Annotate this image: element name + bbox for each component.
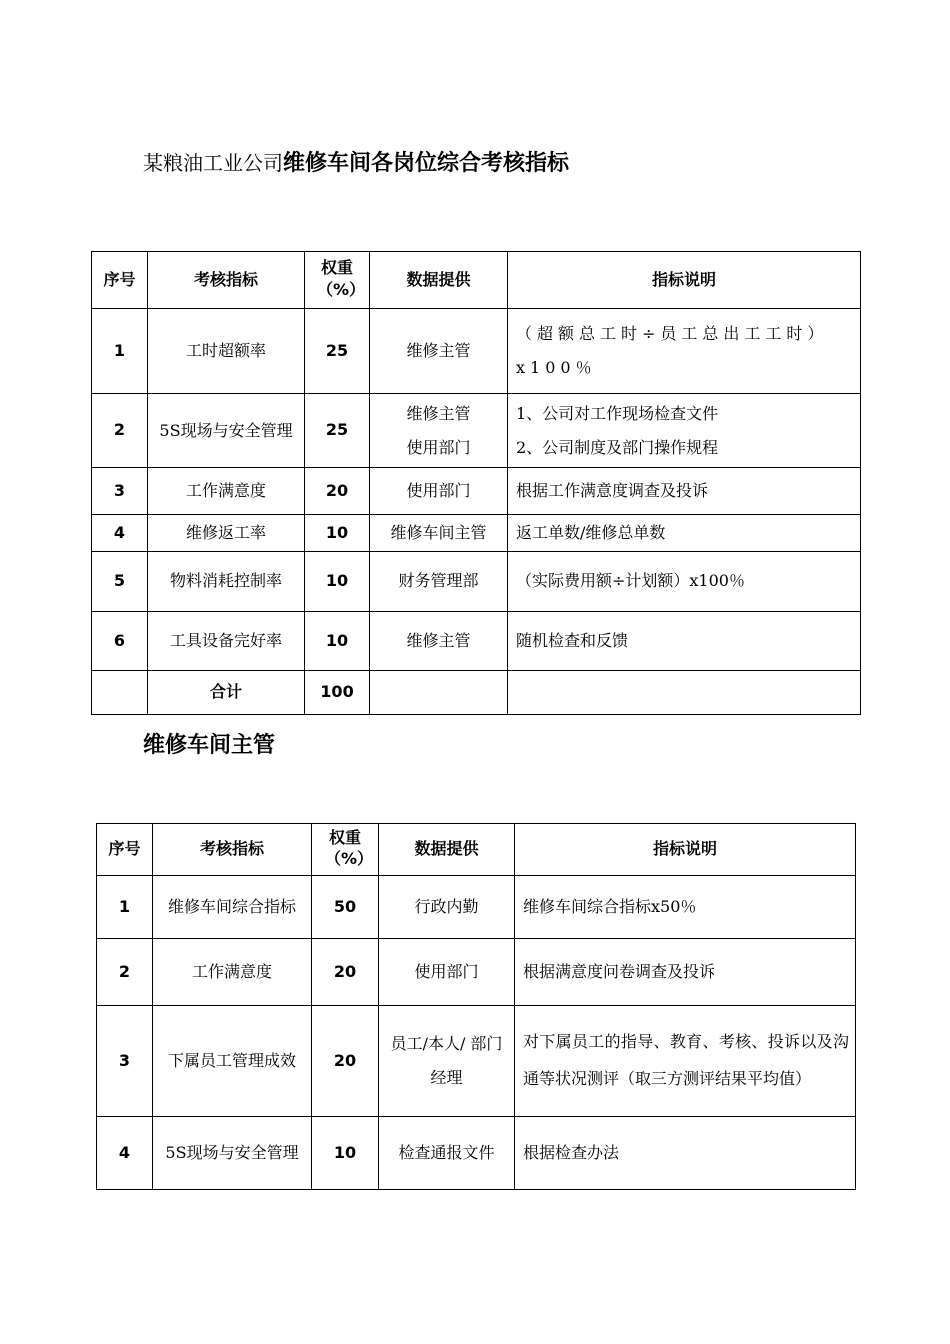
row-desc: （超额总工时÷员工总出工工时）x100％ <box>508 309 861 394</box>
row-weight: 25 <box>305 394 370 468</box>
header-desc: 指标说明 <box>508 252 861 309</box>
row-no: 2 <box>92 394 148 468</box>
header-desc: 指标说明 <box>515 824 856 876</box>
row-indicator: 维修车间综合指标 <box>153 876 312 939</box>
row-desc: 随机检查和反馈 <box>508 612 861 671</box>
table-row <box>92 309 861 394</box>
row-desc: （实际费用额÷计划额）x100％ <box>508 552 861 612</box>
table-row <box>97 1006 856 1117</box>
total-label: 合计 <box>148 671 305 715</box>
row-no: 3 <box>92 468 148 515</box>
row-weight: 10 <box>305 552 370 612</box>
table-row <box>92 515 861 552</box>
header-weight <box>305 252 370 309</box>
row-weight: 25 <box>305 309 370 394</box>
row-provider: 行政内勤 <box>379 876 515 939</box>
row-provider: 检查通报文件 <box>379 1117 515 1190</box>
section-title-supervisor: 维修车间主管 <box>143 733 276 758</box>
table-header-row <box>97 824 856 876</box>
total-empty-cell <box>370 671 508 715</box>
row-desc: 对下属员工的指导、教育、考核、投诉以及沟通等状况测评（取三方测评结果平均值） <box>515 1006 856 1117</box>
header-no: 序号 <box>92 252 148 309</box>
header-provider: 数据提供 <box>370 252 508 309</box>
row-no: 4 <box>92 515 148 552</box>
row-no: 5 <box>92 552 148 612</box>
header-no: 序号 <box>97 824 153 876</box>
row-weight: 10 <box>312 1117 379 1190</box>
table-row <box>92 394 861 468</box>
table-row <box>97 939 856 1006</box>
title-main: 维修车间各岗位综合考核指标 <box>283 151 570 176</box>
header-weight <box>312 824 379 876</box>
row-indicator: 5S现场与安全管理 <box>148 394 305 468</box>
document-title <box>143 146 569 177</box>
row-provider: 使用部门 <box>370 468 508 515</box>
row-indicator: 维修返工率 <box>148 515 305 552</box>
row-no: 2 <box>97 939 153 1006</box>
table-header-row <box>92 252 861 309</box>
row-desc: 返工单数/维修总单数 <box>508 515 861 552</box>
total-empty-cell <box>508 671 861 715</box>
row-provider: 维修主管 <box>370 309 508 394</box>
row-indicator: 工作满意度 <box>148 468 305 515</box>
assessment-table-workshop <box>91 251 861 715</box>
title-company: 某粮油工业公司 <box>143 151 283 175</box>
table-row <box>92 612 861 671</box>
row-no: 1 <box>92 309 148 394</box>
row-provider: 维修主管 <box>370 612 508 671</box>
row-no: 4 <box>97 1117 153 1190</box>
row-indicator: 工作满意度 <box>153 939 312 1006</box>
row-desc: 维修车间综合指标x50％ <box>515 876 856 939</box>
row-weight: 10 <box>305 612 370 671</box>
header-indicator: 考核指标 <box>148 252 305 309</box>
row-weight: 10 <box>305 515 370 552</box>
row-indicator: 工时超额率 <box>148 309 305 394</box>
row-indicator: 下属员工管理成效 <box>153 1006 312 1117</box>
header-weight-label: 权重（%） <box>325 827 374 869</box>
table-row <box>97 1117 856 1190</box>
row-indicator: 5S现场与安全管理 <box>153 1117 312 1190</box>
table-row <box>92 468 861 515</box>
header-weight-label: 权重（%） <box>317 258 366 299</box>
row-weight: 20 <box>312 939 379 1006</box>
row-indicator: 物料消耗控制率 <box>148 552 305 612</box>
row-no: 6 <box>92 612 148 671</box>
row-provider: 财务管理部 <box>370 552 508 612</box>
table-row <box>97 876 856 939</box>
row-provider: 维修主管 使用部门 <box>370 394 508 468</box>
header-provider: 数据提供 <box>379 824 515 876</box>
total-weight: 100 <box>305 671 370 715</box>
row-weight: 50 <box>312 876 379 939</box>
row-no: 1 <box>97 876 153 939</box>
header-indicator: 考核指标 <box>153 824 312 876</box>
row-desc: 1、公司对工作现场检查文件 2、公司制度及部门操作规程 <box>508 394 861 468</box>
total-empty-cell <box>92 671 148 715</box>
table-total-row <box>92 671 861 715</box>
row-provider: 维修车间主管 <box>370 515 508 552</box>
table-row <box>92 552 861 612</box>
row-indicator: 工具设备完好率 <box>148 612 305 671</box>
row-provider: 使用部门 <box>379 939 515 1006</box>
row-desc: 根据满意度问卷调查及投诉 <box>515 939 856 1006</box>
assessment-table-supervisor <box>96 823 856 1190</box>
row-no: 3 <box>97 1006 153 1117</box>
row-desc: 根据检查办法 <box>515 1117 856 1190</box>
row-weight: 20 <box>312 1006 379 1117</box>
row-desc: 根据工作满意度调查及投诉 <box>508 468 861 515</box>
row-weight: 20 <box>305 468 370 515</box>
row-provider: 员工/本人/ 部门经理 <box>379 1006 515 1117</box>
